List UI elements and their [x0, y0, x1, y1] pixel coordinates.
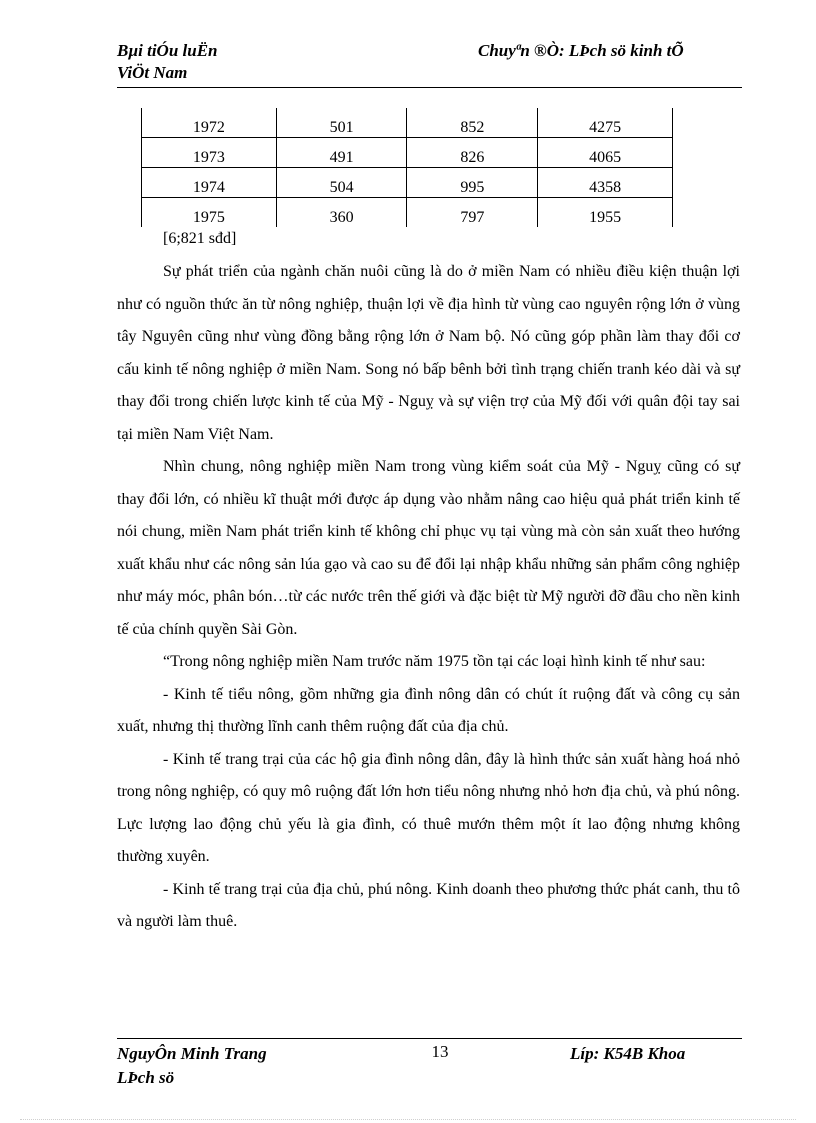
table-cell: 501	[276, 108, 407, 138]
paragraph: - Kinh tế tiểu nông, gồm những gia đình nông dân có chút ít ruộng đất và công cụ sản xuất, nhưng thị thường lĩnh canh thêm ruộng đất của địa chủ.	[117, 685, 740, 735]
paragraph: Nhìn chung, nông nghiệp miền Nam trong vùng kiểm soát của Mỹ - Nguỵ cũng có sự thay đổi lớn, có nhiều kĩ thuật mới được áp dụng vào nhằm nâng cao hiệu quả phát triển kinh tế nói chung, miền Nam phát triển kinh tế không chỉ phục vụ tại vùng mà còn sản xuất theo hướng xuất khẩu như các nông sản lúa gạo và cao su để đổi lại nhập khẩu những sản phẩm công nghiệp như máy móc, phân bón…từ các nước trên thế giới và đặc biệt từ Mỹ người đỡ đầu cho nền kinh tế của chính quyền Sài Gòn.	[117, 458, 740, 638]
table-row	[142, 198, 673, 228]
paragraph: Sự phát triển của ngành chăn nuôi cũng là do ở miền Nam có nhiều điều kiện thuận lợi như có nguồn thức ăn từ nông nghiệp, thuận lợi về địa hình từ vùng cao nguyên rộng lớn ở vùng tây Nguyên cũng như vùng đồng bằng rộng lớn ở Nam bộ. Nó cũng góp phần làm thay đổi cơ cấu kinh tế nông nghiệp ở miền Nam. Song nó bấp bênh bởi tình trạng chiến tranh kéo dài và sự thay đổi trong chiến lược kinh tế của Mỹ - Nguỵ và sự viện trợ của Mỹ đối với quân đội tay sai tại miền Nam Việt Nam.	[117, 263, 740, 443]
table-cell: 1975	[142, 198, 277, 228]
table-cell: 4275	[538, 108, 673, 138]
paragraph: - Kinh tế trang trại của địa chủ, phú nông. Kinh doanh theo phương thức phát canh, thu tô và người làm thuê.	[117, 880, 740, 930]
table-row	[142, 108, 673, 138]
footer-subject: LÞch sö	[117, 1068, 175, 1087]
table-cell: 4358	[538, 168, 673, 198]
statistics-table	[141, 108, 673, 227]
citation: [6;821 sđd]	[163, 230, 237, 247]
table-cell: 1974	[142, 168, 277, 198]
footer-divider	[117, 1038, 742, 1039]
table-cell: 797	[407, 198, 538, 228]
body-text	[117, 256, 740, 939]
table-cell: 360	[276, 198, 407, 228]
table-row	[142, 138, 673, 168]
footer-left	[117, 1042, 337, 1090]
table-cell: 995	[407, 168, 538, 198]
header-divider	[117, 87, 742, 88]
table-cell: 826	[407, 138, 538, 168]
table-cell: 4065	[538, 138, 673, 168]
footer-class: Líp: K54B Khoa	[570, 1044, 686, 1063]
table-cell: 491	[276, 138, 407, 168]
table-cell: 504	[276, 168, 407, 198]
paragraph: - Kinh tế trang trại của các hộ gia đình nông dân, đây là hình thức sản xuất hàng hoá nhỏ trong nông nghiệp, có quy mô ruộng đất lớn hơn tiểu nông nhưng nhỏ hơn địa chủ, và phú nông. Lực lượng lao động chủ yếu là gia đình, có thuê mướn thêm một ít lao động nhưng không thường xuyên.	[117, 750, 740, 865]
paragraph: “Trong nông nghiệp miền Nam trước năm 1975 tồn tại các loại hình kinh tế như sau:	[163, 653, 706, 670]
header-left-line1: Bµi tiÓu luËn	[117, 41, 218, 60]
table-cell: 1955	[538, 198, 673, 228]
footer-author: NguyÔn Minh Trang	[117, 1044, 267, 1063]
header-left	[117, 40, 317, 84]
table-cell: 1972	[142, 108, 277, 138]
header-right: Chuyªn ®Ò: LÞch sö kinh tÕ	[478, 41, 684, 60]
header-left-line2: ViÖt Nam	[117, 63, 188, 82]
page-number: 13	[431, 1042, 449, 1061]
page-edge	[20, 1119, 796, 1120]
table-row	[142, 168, 673, 198]
table-cell: 1973	[142, 138, 277, 168]
table-cell: 852	[407, 108, 538, 138]
